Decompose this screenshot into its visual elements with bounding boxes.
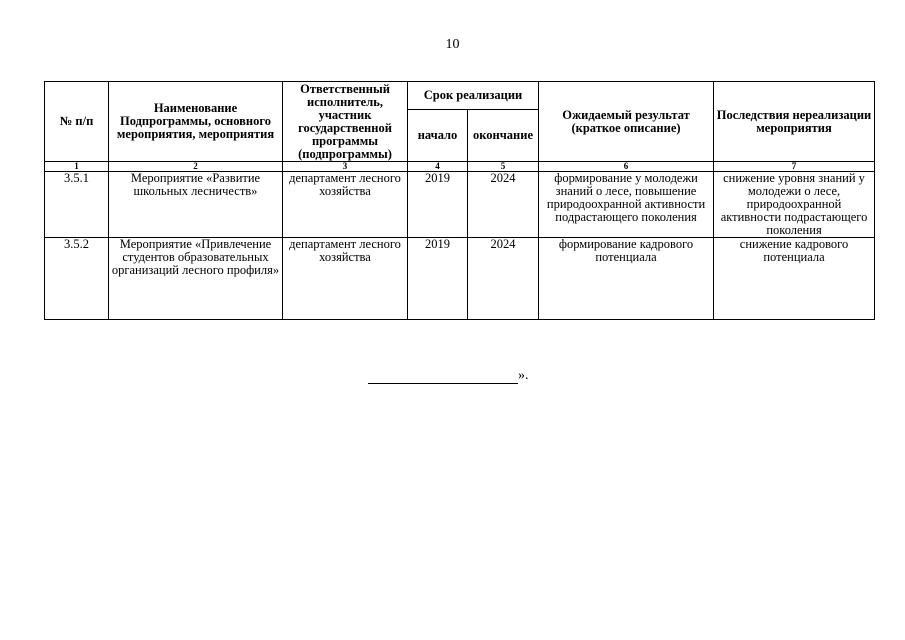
cell-executor: департамент лесного хозяйства xyxy=(283,238,408,320)
column-number: 2 xyxy=(109,162,283,172)
closing-line xyxy=(368,368,529,384)
header-consequences: Последствия нереализации мероприятия xyxy=(714,82,875,162)
header-start: начало xyxy=(408,110,468,162)
header-executor: Ответственный исполнитель, участник государственной программы (подпрограммы) xyxy=(283,82,408,162)
signature-underline xyxy=(368,369,518,384)
activities-table xyxy=(44,81,875,320)
cell-executor: департамент лесного хозяйства xyxy=(283,172,408,238)
cell-end: 2024 xyxy=(468,238,539,320)
header-name: Наименование Подпрограммы, основного мероприятия, мероприятия xyxy=(109,82,283,162)
column-number: 7 xyxy=(714,162,875,172)
header-row xyxy=(45,82,875,110)
column-numbers-row xyxy=(45,162,875,172)
cell-result: формирование кадрового потенциала xyxy=(539,238,714,320)
cell-end: 2024 xyxy=(468,172,539,238)
header-num: № п/п xyxy=(45,82,109,162)
cell-result: формирование у молодежи знаний о лесе, повышение природоохранной активности подрастающего поколения xyxy=(539,172,714,238)
page-number: 10 xyxy=(445,37,460,52)
column-number: 3 xyxy=(283,162,408,172)
column-number: 5 xyxy=(468,162,539,172)
cell-start: 2019 xyxy=(408,172,468,238)
header-end: окончание xyxy=(468,110,539,162)
column-number: 4 xyxy=(408,162,468,172)
column-number: 6 xyxy=(539,162,714,172)
column-number: 1 xyxy=(45,162,109,172)
cell-consequences: снижение уровня знаний у молодежи о лесе, природоохранной активности подрастающего поколения xyxy=(714,172,875,238)
cell-name: Мероприятие «Развитие школьных лесничеств» xyxy=(109,172,283,238)
table-row xyxy=(45,172,875,238)
cell-num: 3.5.2 xyxy=(45,238,109,320)
cell-num: 3.5.1 xyxy=(45,172,109,238)
header-period: Срок реализации xyxy=(408,82,539,110)
cell-consequences: снижение кадрового потенциала xyxy=(714,238,875,320)
cell-name: Мероприятие «Привлечение студентов образовательных организаций лесного профиля» xyxy=(109,238,283,320)
header-result: Ожидаемый результат (краткое описание) xyxy=(539,82,714,162)
cell-start: 2019 xyxy=(408,238,468,320)
closing-quote: ». xyxy=(518,368,529,383)
table-row xyxy=(45,238,875,320)
